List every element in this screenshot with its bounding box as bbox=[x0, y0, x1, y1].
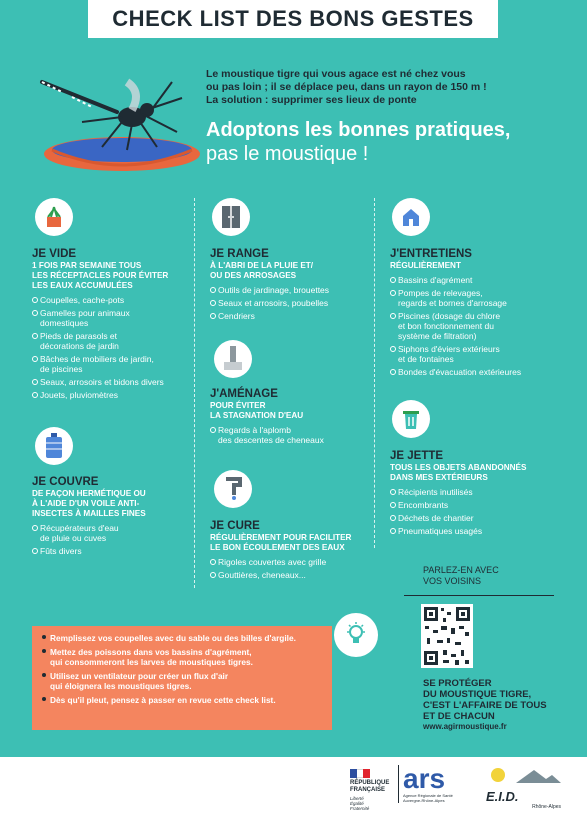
list-item: Bondes d'évacuation extérieures bbox=[390, 367, 570, 377]
section-amenage bbox=[210, 388, 370, 448]
section-vide-sub-1: 1 FOIS PAR SEMAINE TOUS bbox=[32, 261, 142, 270]
parlez-line-2: VOS VOISINS bbox=[423, 576, 482, 586]
protect-line-2: DU MOUSTIQUE TIGRE, bbox=[423, 689, 532, 700]
protect-line-4: ET DE CHACUN bbox=[423, 711, 495, 722]
section-jette-title: JE JETTE bbox=[390, 450, 444, 462]
section-range-sub-1: À L'ABRI DE LA PLUIE ET/ bbox=[210, 261, 314, 270]
section-amenage-sub-1: POUR ÉVITER bbox=[210, 401, 266, 410]
section-cure bbox=[210, 520, 380, 583]
section-jette-sub-1: TOUS LES OBJETS ABANDONNÉS bbox=[390, 463, 527, 472]
headline bbox=[206, 118, 576, 166]
section-amenage-title: J'AMÉNAGE bbox=[210, 388, 278, 400]
protect-line-3: C'EST L'AFFAIRE DE TOUS bbox=[423, 700, 547, 711]
section-vide-list bbox=[32, 295, 192, 400]
list-item: Seaux, arrosoirs et bidons divers bbox=[32, 377, 192, 387]
intro-line-2: ou pas loin ; il se déplace peu, dans un rayon de 150 m ! bbox=[206, 81, 487, 93]
list-item: Regards à l'aplomb des descentes de cheneaux bbox=[210, 425, 370, 445]
section-vide-title: JE VIDE bbox=[32, 248, 77, 260]
lightbulb-icon bbox=[334, 613, 378, 657]
rf-line-1: RÉPUBLIQUE bbox=[350, 780, 390, 786]
list-item: Gouttières, cheneaux... bbox=[210, 570, 380, 580]
section-couvre-sub-1: DE FAÇON HERMÉTIQUE OU bbox=[32, 489, 146, 498]
list-item: Gamelles pour animaux domestiques bbox=[32, 308, 192, 328]
section-amenage-list bbox=[210, 425, 370, 445]
separator bbox=[404, 595, 554, 596]
rf-motto-2: Égalité bbox=[350, 801, 364, 806]
footer bbox=[0, 757, 587, 817]
section-amenage-sub-2: LA STAGNATION D'EAU bbox=[210, 411, 304, 420]
column-divider-2 bbox=[374, 198, 375, 548]
eid-sub: Rhône-Alpes bbox=[532, 804, 561, 810]
section-couvre-list bbox=[32, 523, 192, 556]
website-link[interactable]: www.agirmoustique.fr bbox=[423, 722, 507, 731]
section-couvre-sub-3: INSECTES À MAILLES FINES bbox=[32, 509, 146, 518]
tip-item: Dès qu'il pleut, pensez à passer en revue cette check list. bbox=[42, 695, 322, 705]
headline-line-2: pas le moustique ! bbox=[206, 143, 369, 165]
protect-line-1: SE PROTÉGER bbox=[423, 678, 492, 689]
list-item: Encombrants bbox=[390, 500, 570, 510]
tips-box bbox=[32, 626, 332, 730]
list-item: Piscines (dosage du chlore et bon fonctionnement du système de filtration) bbox=[390, 311, 570, 341]
parlez-text bbox=[423, 565, 499, 587]
gutter-icon bbox=[214, 470, 252, 508]
eid-logo bbox=[486, 767, 561, 810]
section-couvre-title: JE COUVRE bbox=[32, 476, 99, 488]
section-cure-title: JE CURE bbox=[210, 520, 260, 532]
section-entretiens-sub-1: RÉGULIÈREMENT bbox=[390, 261, 461, 270]
intro-line-3: La solution : supprimer ses lieux de ponte bbox=[206, 94, 417, 106]
tip-item: Remplissez vos coupelles avec du sable ou des billes d'argile. bbox=[42, 633, 322, 643]
tip-item: Utilisez un ventilateur pour créer un flux d'air qui éloignera les moustiques tigres. bbox=[42, 671, 322, 691]
list-item: Rigoles couvertes avec grille bbox=[210, 557, 380, 567]
plant-pot-icon bbox=[35, 198, 73, 236]
list-item: Récupérateurs d'eau de pluie ou cuves bbox=[32, 523, 192, 543]
intro-text bbox=[206, 68, 536, 107]
list-item: Outils de jardinage, brouettes bbox=[210, 285, 370, 295]
section-jette-sub-2: DANS MES EXTÉRIEURS bbox=[390, 473, 488, 482]
water-tank-icon bbox=[35, 427, 73, 465]
section-range-list bbox=[210, 285, 370, 321]
flag-icon bbox=[350, 769, 370, 778]
protect-text bbox=[423, 678, 547, 722]
list-item: Coupelles, cache-pots bbox=[32, 295, 192, 305]
list-item: Cendriers bbox=[210, 311, 370, 321]
section-cure-sub-2: LE BON ÉCOULEMENT DES EAUX bbox=[210, 543, 345, 552]
section-cure-sub-1: RÉGULIÈREMENT POUR FACILITER bbox=[210, 533, 352, 542]
rf-motto-3: Fraternité bbox=[350, 806, 370, 811]
column-divider-1 bbox=[194, 198, 195, 588]
section-couvre-sub-2: À L'AIDE D'UN VOILE ANTI- bbox=[32, 499, 140, 508]
section-entretiens-title: J'ENTRETIENS bbox=[390, 248, 472, 260]
qr-code[interactable] bbox=[421, 604, 473, 668]
list-item: Bassins d'agrément bbox=[390, 275, 570, 285]
parlez-line-1: PARLEZ-EN AVEC bbox=[423, 565, 499, 575]
ars-sub-2: Auvergne-Rhône-Alpes bbox=[403, 798, 445, 803]
ars-logo bbox=[398, 765, 468, 803]
section-vide bbox=[32, 248, 192, 403]
section-range-title: JE RANGE bbox=[210, 248, 269, 260]
list-item: Fûts divers bbox=[32, 546, 192, 556]
section-entretiens bbox=[390, 248, 570, 380]
section-range-sub-2: OU DES ARROSAGES bbox=[210, 271, 297, 280]
section-range bbox=[210, 248, 370, 324]
title-box bbox=[88, 0, 498, 38]
cabinet-icon bbox=[212, 198, 250, 236]
intro-line-1: Le moustique tigre qui vous agace est né chez vous bbox=[206, 68, 466, 80]
tip-item: Mettez des poissons dans vos bassins d'agrément, qui consommeront les larves de moustiques tigres. bbox=[42, 647, 322, 667]
headline-line-1: Adoptons les bonnes pratiques, bbox=[206, 119, 511, 141]
mountain-icon bbox=[486, 767, 561, 785]
rf-motto-1: Liberté bbox=[350, 796, 364, 801]
list-item: Pieds de parasols et décorations de jardin bbox=[32, 331, 192, 351]
section-jette bbox=[390, 450, 570, 539]
ars-sub-1: Agence Régionale de Santé bbox=[403, 793, 453, 798]
list-item: Bâches de mobiliers de jardin, de piscines bbox=[32, 354, 192, 374]
list-item: Pneumatiques usagés bbox=[390, 526, 570, 536]
house-icon bbox=[392, 198, 430, 236]
republique-francaise-logo bbox=[350, 769, 392, 811]
drain-pipe-icon bbox=[214, 340, 252, 378]
ars-wordmark: ars bbox=[403, 763, 446, 794]
section-jette-list bbox=[390, 487, 570, 536]
page-title: CHECK LIST DES BONS GESTES bbox=[112, 6, 474, 31]
list-item: Récipients inutilisés bbox=[390, 487, 570, 497]
section-cure-list bbox=[210, 557, 380, 580]
rf-line-2: FRANÇAISE bbox=[350, 787, 386, 793]
list-item: Seaux et arrosoirs, poubelles bbox=[210, 298, 370, 308]
mosquito-illustration bbox=[22, 62, 202, 172]
list-item: Jouets, pluviomètres bbox=[32, 390, 192, 400]
section-entretiens-list bbox=[390, 275, 570, 377]
section-vide-sub-3: LES EAUX ACCUMULÉES bbox=[32, 281, 133, 290]
list-item: Déchets de chantier bbox=[390, 513, 570, 523]
section-vide-sub-2: LES RÉCEPTACLES POUR ÉVITER bbox=[32, 271, 169, 280]
list-item: Pompes de relevages, regards et bornes d'arrosage bbox=[390, 288, 570, 308]
eid-wordmark: E.I.D. bbox=[486, 789, 519, 804]
section-couvre bbox=[32, 476, 192, 559]
list-item: Siphons d'éviers extérieurs et de fontaines bbox=[390, 344, 570, 364]
trash-bin-icon bbox=[392, 400, 430, 438]
